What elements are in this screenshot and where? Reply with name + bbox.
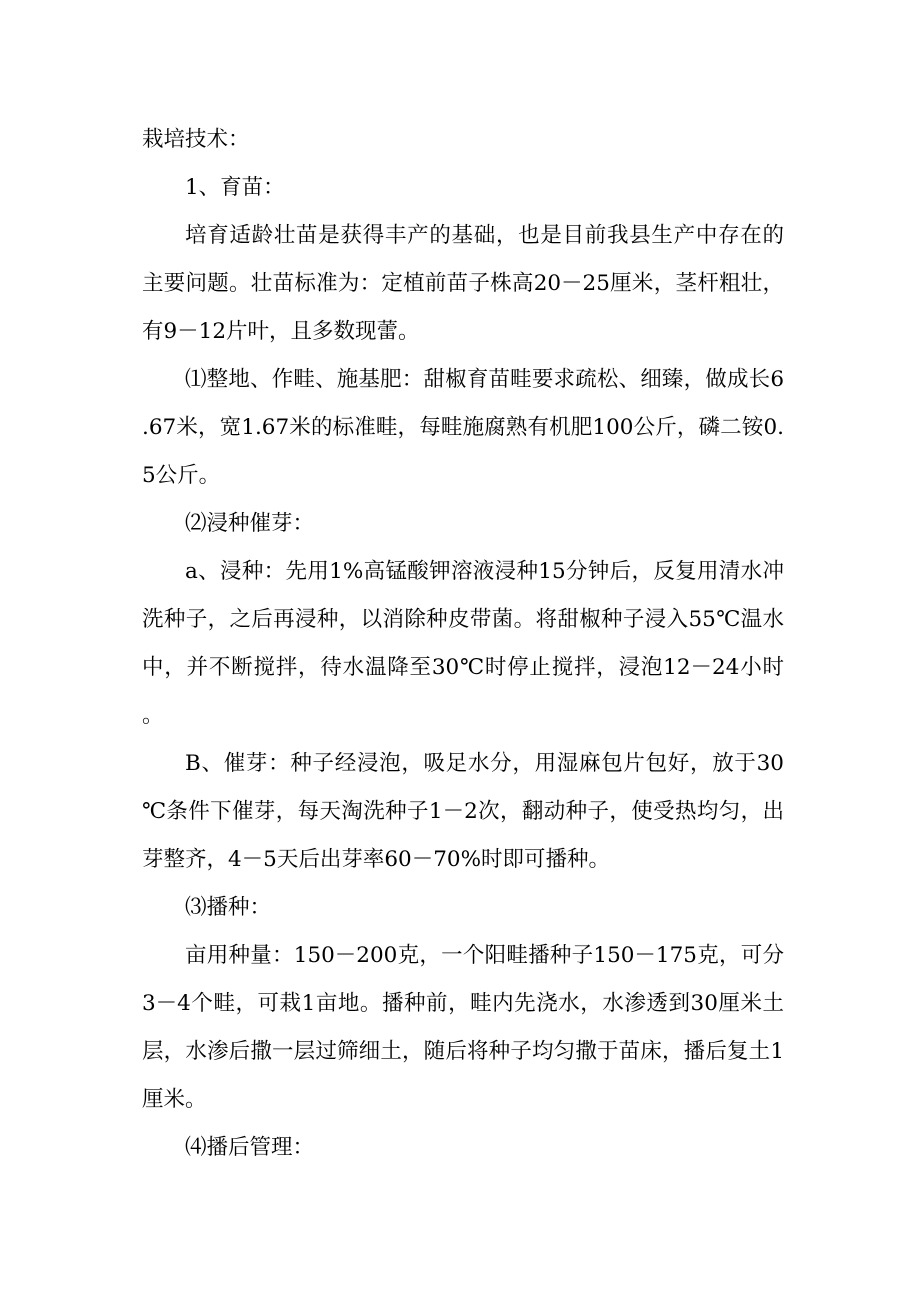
item-3-title: ⑶播种：	[185, 895, 272, 920]
item-2a-paragraph: a、浸种：先用1%高锰酸钾溶液浸种15分钟后，反复用清水冲洗种子，之后再浸种，以消除种皮带菌。将甜椒种子浸入55℃温水中，并不断搅拌，待水温降至30℃时停止搅拌，浸泡12－24小时。	[142, 559, 784, 728]
paragraph-intro: 培育适龄壮苗是获得丰产的基础，也是目前我县生产中存在的主要问题。壮苗标准为：定植前苗子株高20－25厘米，茎杆粗壮，有9－12片叶，且多数现蕾。	[142, 223, 784, 344]
section-1-title: 1、育苗：	[185, 175, 285, 200]
item-3-paragraph: 亩用种量：150－200克，一个阳畦播种子150－175克，可分3－4个畦，可栽1亩地。播种前，畦内先浇水，水渗透到30厘米土层，水渗后撒一层过筛细土，随后将种子均匀撒于苗床，播后复土1厘米。	[142, 943, 784, 1112]
item-2b-paragraph: B、催芽：种子经浸泡，吸足水分，用湿麻包片包好，放于30℃条件下催芽，每天淘洗种子1－2次，翻动种子，使受热均匀，出芽整齐，4－5天后出芽率60－70%时即可播种。	[142, 751, 784, 872]
heading: 栽培技术：	[142, 127, 250, 152]
item-1-paragraph: ⑴整地、作畦、施基肥：甜椒育苗畦要求疏松、细臻，做成长6.67米，宽1.67米的标准畦，每畦施腐熟有机肥100公斤，磷二铵0.5公斤。	[142, 367, 784, 488]
document-body	[142, 116, 784, 1172]
item-2-title: ⑵浸种催芽：	[185, 511, 315, 536]
item-4-title: ⑷播后管理：	[185, 1135, 315, 1160]
